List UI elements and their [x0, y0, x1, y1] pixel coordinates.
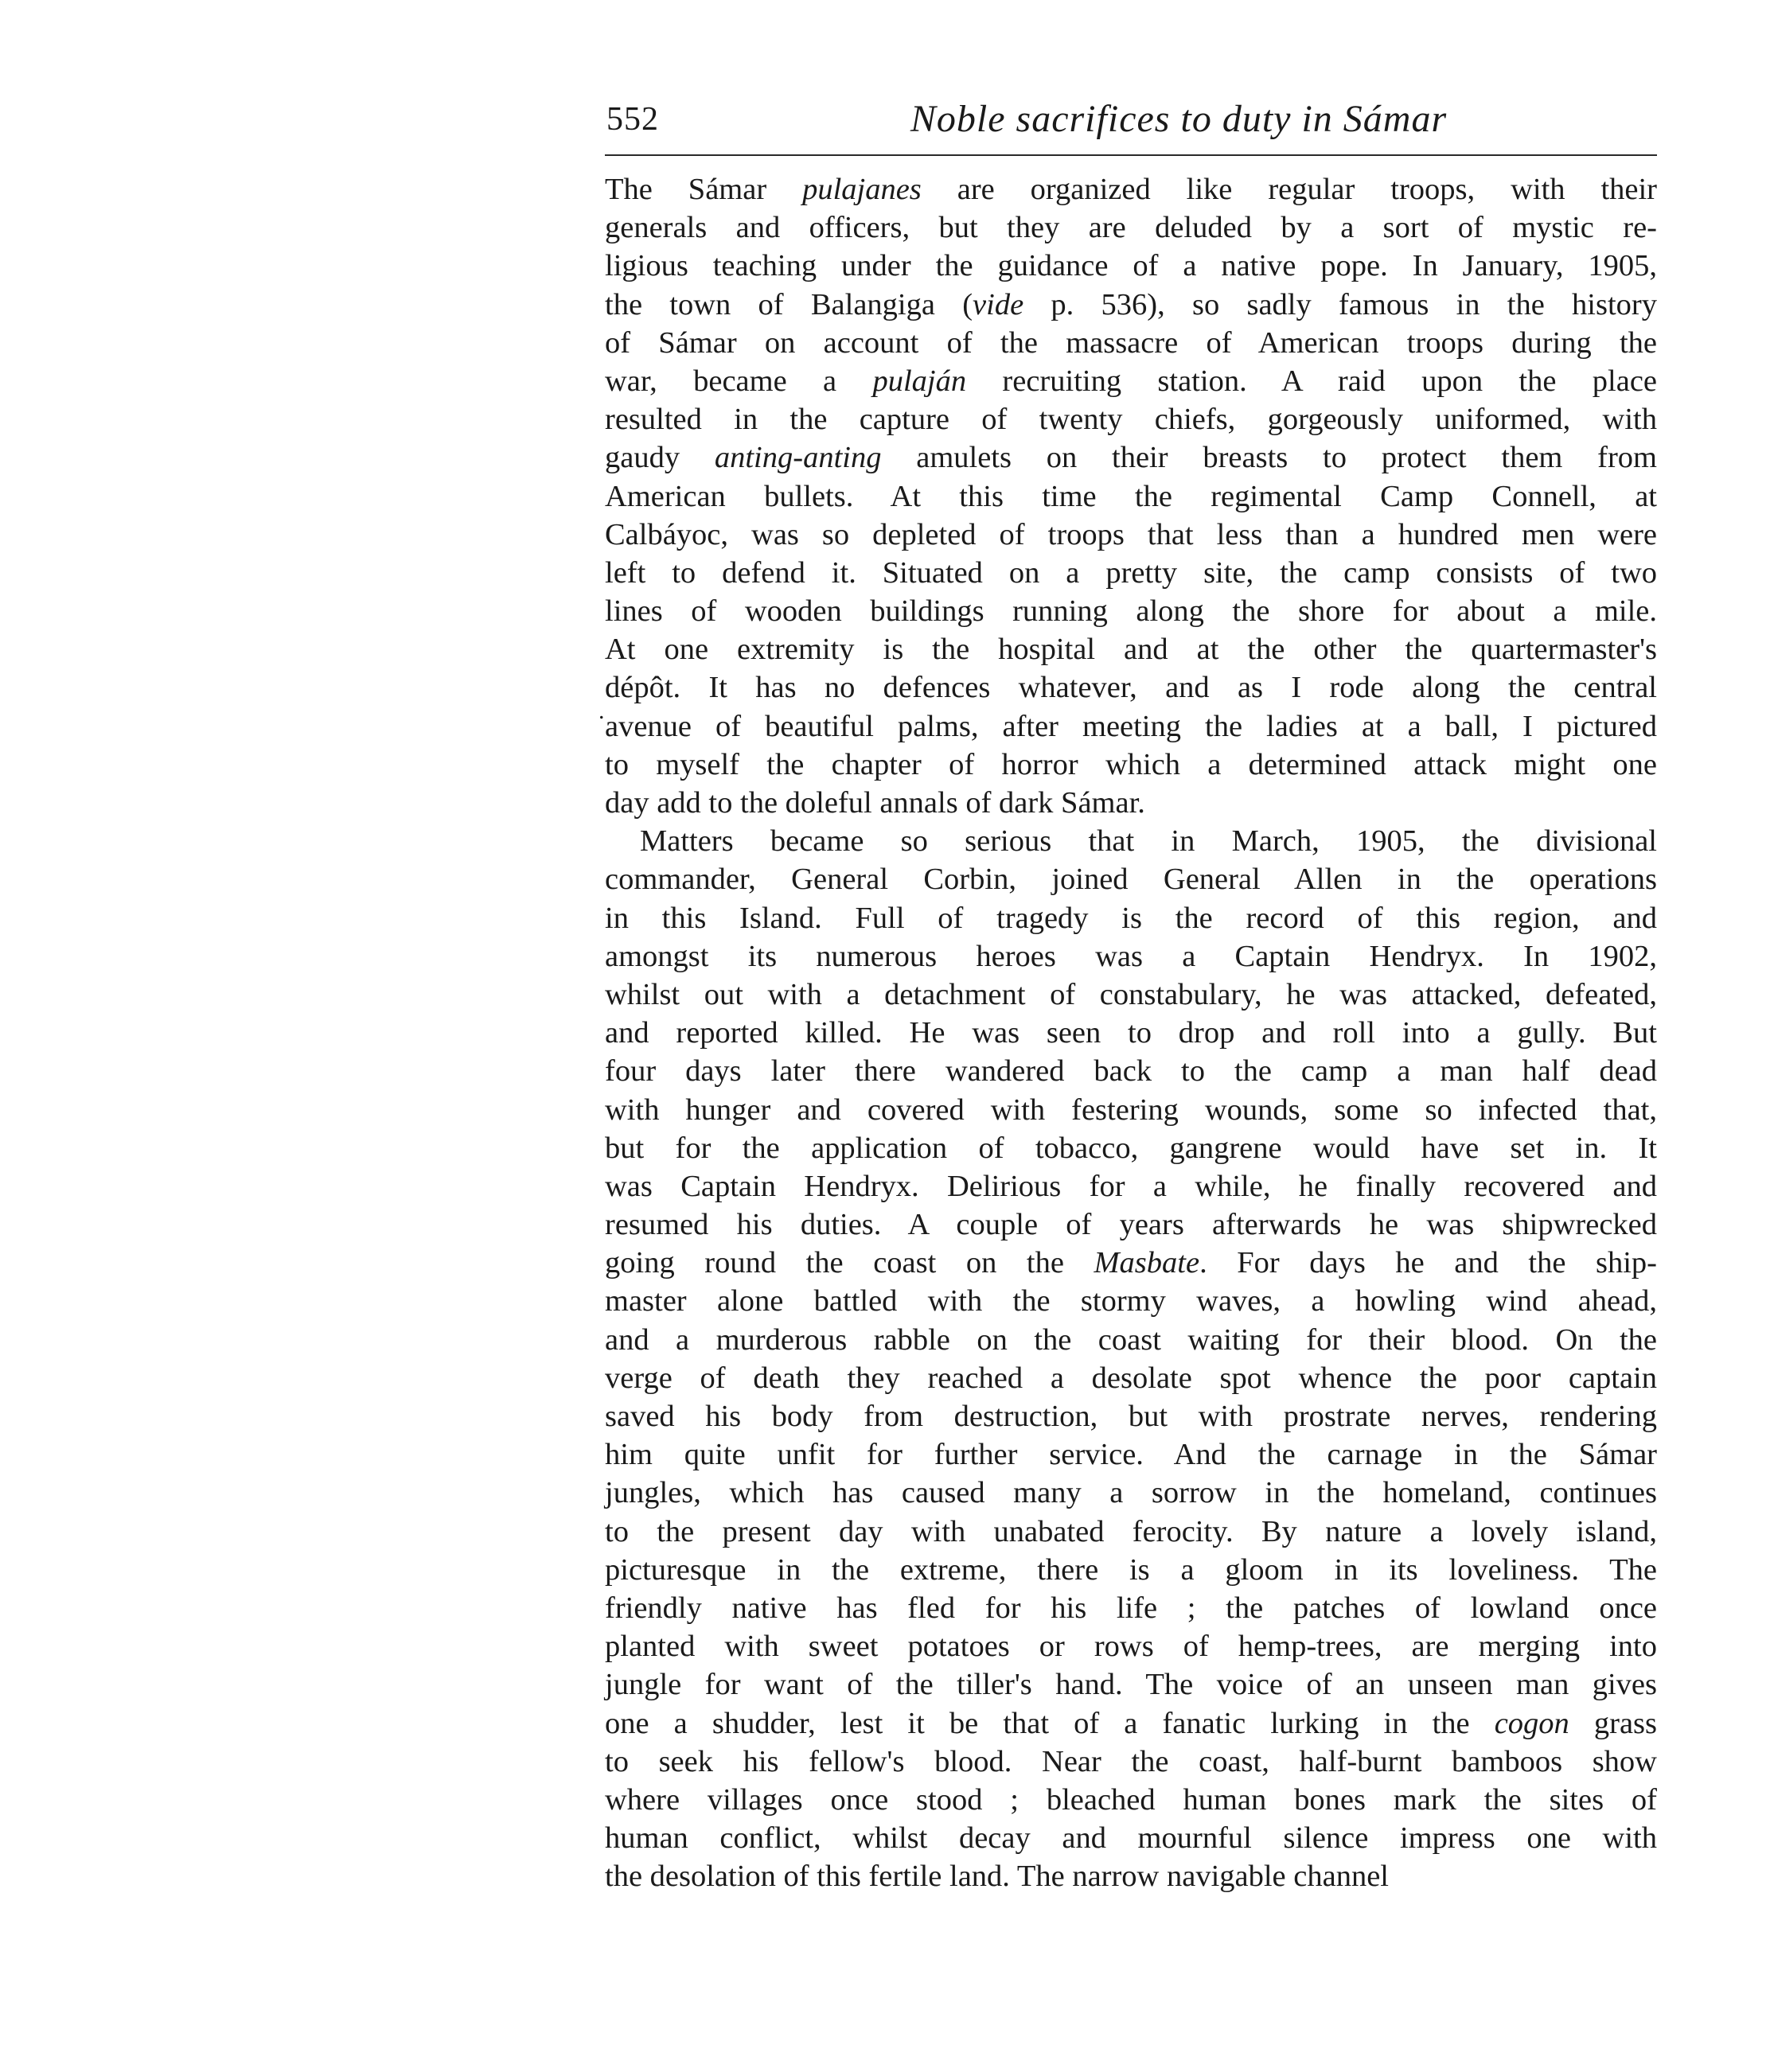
text-line: jungles, which has caused many a sorrow in the homeland, continues	[605, 1476, 1657, 1510]
italic-term: pulajanes	[802, 173, 922, 206]
text-line: to the present day with unabated ferocity. By nature a lovely island,	[605, 1514, 1657, 1548]
text-line: saved his body from destruction, but with prostrate nerves, rendering	[605, 1400, 1657, 1433]
text-line: Matters became so serious that in March, 1905, the divisional	[640, 824, 1657, 859]
paragraph	[605, 822, 1657, 1895]
text-line: day add to the doleful annals of dark Sámar.	[605, 786, 1145, 820]
text-line: Calbáyoc, was so depleted of troops that less than a hundred men were	[605, 517, 1657, 551]
text-line: dépôt. It has no defences whatever, and as I rode along the central	[605, 671, 1657, 705]
text-line: picturesque in the extreme, there is a gloom in its loveliness. The	[605, 1552, 1657, 1587]
text-line: planted with sweet potatoes or rows of hemp-trees, are merging into	[605, 1630, 1657, 1664]
text-line: the town of Balangiga (vide p. 536), so sadly famous in the history	[605, 287, 1658, 321]
text-line: to seek his fellow's blood. Near the coast, half-burnt bamboos show	[605, 1744, 1657, 1778]
text-line: where villages once stood ; bleached human bones mark the sites of	[605, 1782, 1657, 1817]
text-line: At one extremity is the hospital and at the other the quartermaster's	[605, 633, 1657, 667]
italic-term: vide	[973, 287, 1024, 321]
text-line: human conflict, whilst decay and mournful silence impress one with	[605, 1821, 1657, 1856]
text-line: with hunger and covered with festering wounds, some so infected that,	[605, 1092, 1657, 1127]
text-line: but for the application of tobacco, gangrene would have set in. It	[605, 1131, 1657, 1165]
italic-term: cogon	[1494, 1706, 1569, 1740]
book-page	[598, 94, 1658, 1895]
text-line: in this Island. Full of tragedy is the record of this region, and	[605, 901, 1657, 935]
text-line: and reported killed. He was seen to drop and roll into a gully. But	[605, 1016, 1657, 1050]
header-rule	[605, 154, 1657, 156]
text-line: amongst its numerous heroes was a Captain Hendryx. In 1902,	[605, 939, 1657, 973]
running-head	[605, 94, 1657, 154]
text-line: ligious teaching under the guidance of a native pope. In January, 1905,	[605, 249, 1657, 283]
text-line: one a shudder, lest it be that of a fanatic lurking in the cogon grass	[605, 1706, 1658, 1740]
italic-term: Masbate	[1094, 1246, 1200, 1280]
italic-term: anting-anting	[714, 441, 882, 475]
text-line: commander, General Corbin, joined General Allen in the operations	[605, 863, 1657, 897]
text-line: The Sámar pulajanes are organized like regular troops, with their	[605, 173, 1658, 206]
text-line: generals and officers, but they are deluded by a sort of mystic re-	[605, 211, 1657, 245]
italic-term: pulaján	[872, 364, 967, 398]
margin-mark: .	[598, 698, 605, 724]
text-line: resulted in the capture of twenty chiefs, gorgeously uniformed, with	[605, 403, 1657, 437]
text-line: four days later there wandered back to the camp a man half dead	[605, 1054, 1657, 1089]
text-line: left to defend it. Situated on a pretty site, the camp consists of two	[605, 555, 1657, 590]
text-line: and a murderous rabble on the coast waiting for their blood. On the	[605, 1322, 1657, 1357]
text-line: the desolation of this fertile land. The narrow navigable channel	[605, 1860, 1389, 1894]
paragraph	[605, 170, 1657, 822]
text-line: master alone battled with the stormy waves, a howling wind ahead,	[605, 1284, 1657, 1318]
text-line: war, became a pulaján recruiting station. A raid upon the place	[605, 364, 1658, 398]
body-text	[598, 154, 1658, 1895]
text-line: of Sámar on account of the massacre of American troops during the	[605, 325, 1657, 360]
text-line: jungle for want of the tiller's hand. The voice of an unseen man gives	[605, 1668, 1657, 1702]
text-line: lines of wooden buildings running along the shore for about a mile.	[605, 594, 1657, 629]
text-line: to myself the chapter of horror which a determined attack might one	[605, 747, 1657, 781]
text-line: American bullets. At this time the regimental Camp Connell, at	[605, 479, 1657, 513]
text-line: was Captain Hendryx. Delirious for a while, he finally recovered and	[605, 1169, 1657, 1203]
text-line: gaudy anting-anting amulets on their breasts to protect them from	[605, 441, 1657, 475]
text-line: friendly native has fled for his life ; the patches of lowland once	[605, 1591, 1657, 1625]
text-line: whilst out with a detachment of constabulary, he was attacked, defeated,	[605, 977, 1657, 1011]
text-line: avenue of beautiful palms, after meeting the ladies at a ball, I pictured	[605, 709, 1657, 743]
page-number: 552	[606, 101, 659, 138]
running-title: Noble sacrifices to duty in Sámar	[910, 98, 1448, 140]
text-line: going round the coast on the Masbate. For days he and the ship-	[605, 1246, 1657, 1280]
text-line: resumed his duties. A couple of years afterwards he was shipwrecked	[605, 1208, 1657, 1242]
text-line: verge of death they reached a desolate spot whence the poor captain	[605, 1361, 1657, 1395]
text-line: him quite unfit for further service. And the carnage in the Sámar	[605, 1438, 1657, 1472]
